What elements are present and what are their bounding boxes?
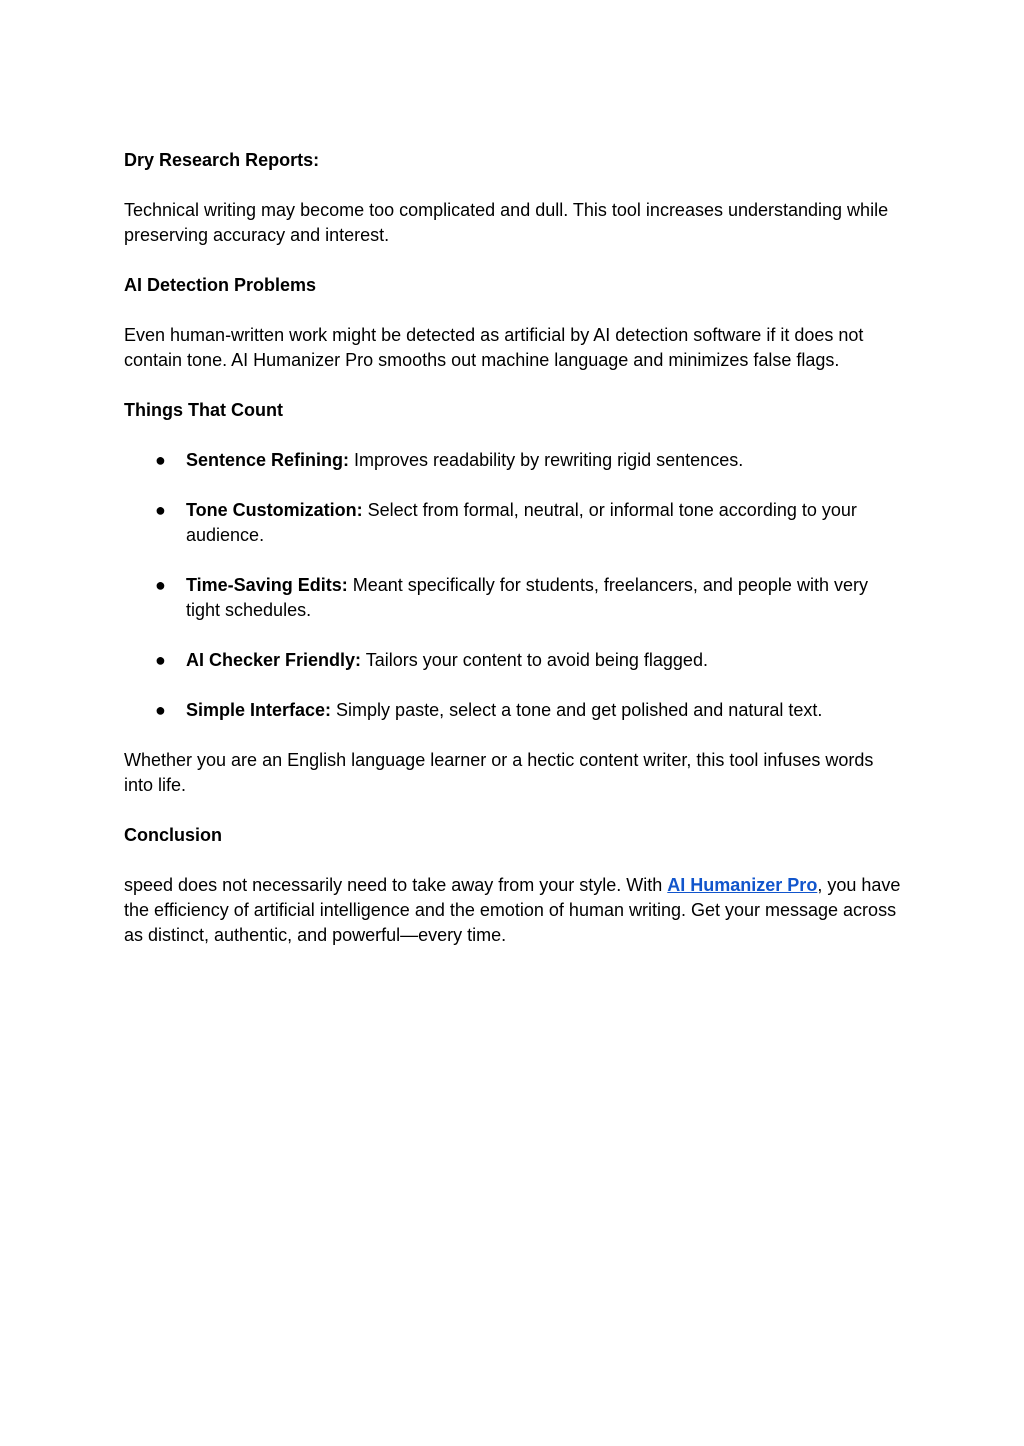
feature-text: Improves readability by rewriting rigid sentences. (349, 450, 744, 470)
bullet-icon: ● (155, 500, 166, 520)
section-paragraph-ai-detection: Even human-written work might be detected as artificial by AI detection software if it does not contain tone. AI Humanizer Pro smooths out machine language and minimizes false flags. (124, 325, 864, 370)
bullet-icon: ● (155, 450, 166, 470)
document-page (124, 148, 904, 973)
list-item (124, 448, 904, 473)
feature-text: Tailors your content to avoid being flagged. (361, 650, 708, 670)
bullet-icon: ● (155, 575, 166, 595)
feature-text: Simply paste, select a tone and get polished and natural text. (331, 700, 823, 720)
feature-term: Time-Saving Edits: (186, 575, 348, 595)
feature-text: Meant specifically for students, freelancers, and people with very tight schedules. (186, 575, 868, 620)
list-item (124, 648, 904, 673)
conclusion-text-before-link: speed does not necessarily need to take away from your style. With (124, 875, 668, 895)
feature-term: Simple Interface: (186, 700, 332, 720)
list-item (124, 573, 904, 623)
list-item (124, 698, 904, 723)
features-heading: Things That Count (124, 400, 283, 420)
feature-term: AI Checker Friendly: (186, 650, 362, 670)
list-item (124, 498, 904, 548)
section-heading-ai-detection: AI Detection Problems (124, 275, 317, 295)
ai-humanizer-pro-link[interactable]: AI Humanizer Pro (667, 875, 818, 895)
section-paragraph-dry-research: Technical writing may become too complicated and dull. This tool increases understanding while preserving accuracy and interest. (124, 200, 889, 245)
feature-term: Tone Customization: (186, 500, 363, 520)
feature-text: Select from formal, neutral, or informal tone according to your audience. (186, 500, 857, 545)
feature-term: Sentence Refining: (186, 450, 350, 470)
bullet-icon: ● (155, 650, 166, 670)
conclusion-text-after-link: , you have the efficiency of artificial intelligence and the emotion of human writing. Get your message across as distinct, authentic, and powerful—every time. (124, 875, 901, 945)
conclusion-heading: Conclusion (124, 825, 222, 845)
section-heading-dry-research: Dry Research Reports: (124, 150, 320, 170)
bullet-icon: ● (155, 700, 166, 720)
features-closing-paragraph: Whether you are an English language learner or a hectic content writer, this tool infuses words into life. (124, 750, 874, 795)
conclusion-paragraph (124, 873, 904, 948)
features-list (124, 448, 904, 723)
